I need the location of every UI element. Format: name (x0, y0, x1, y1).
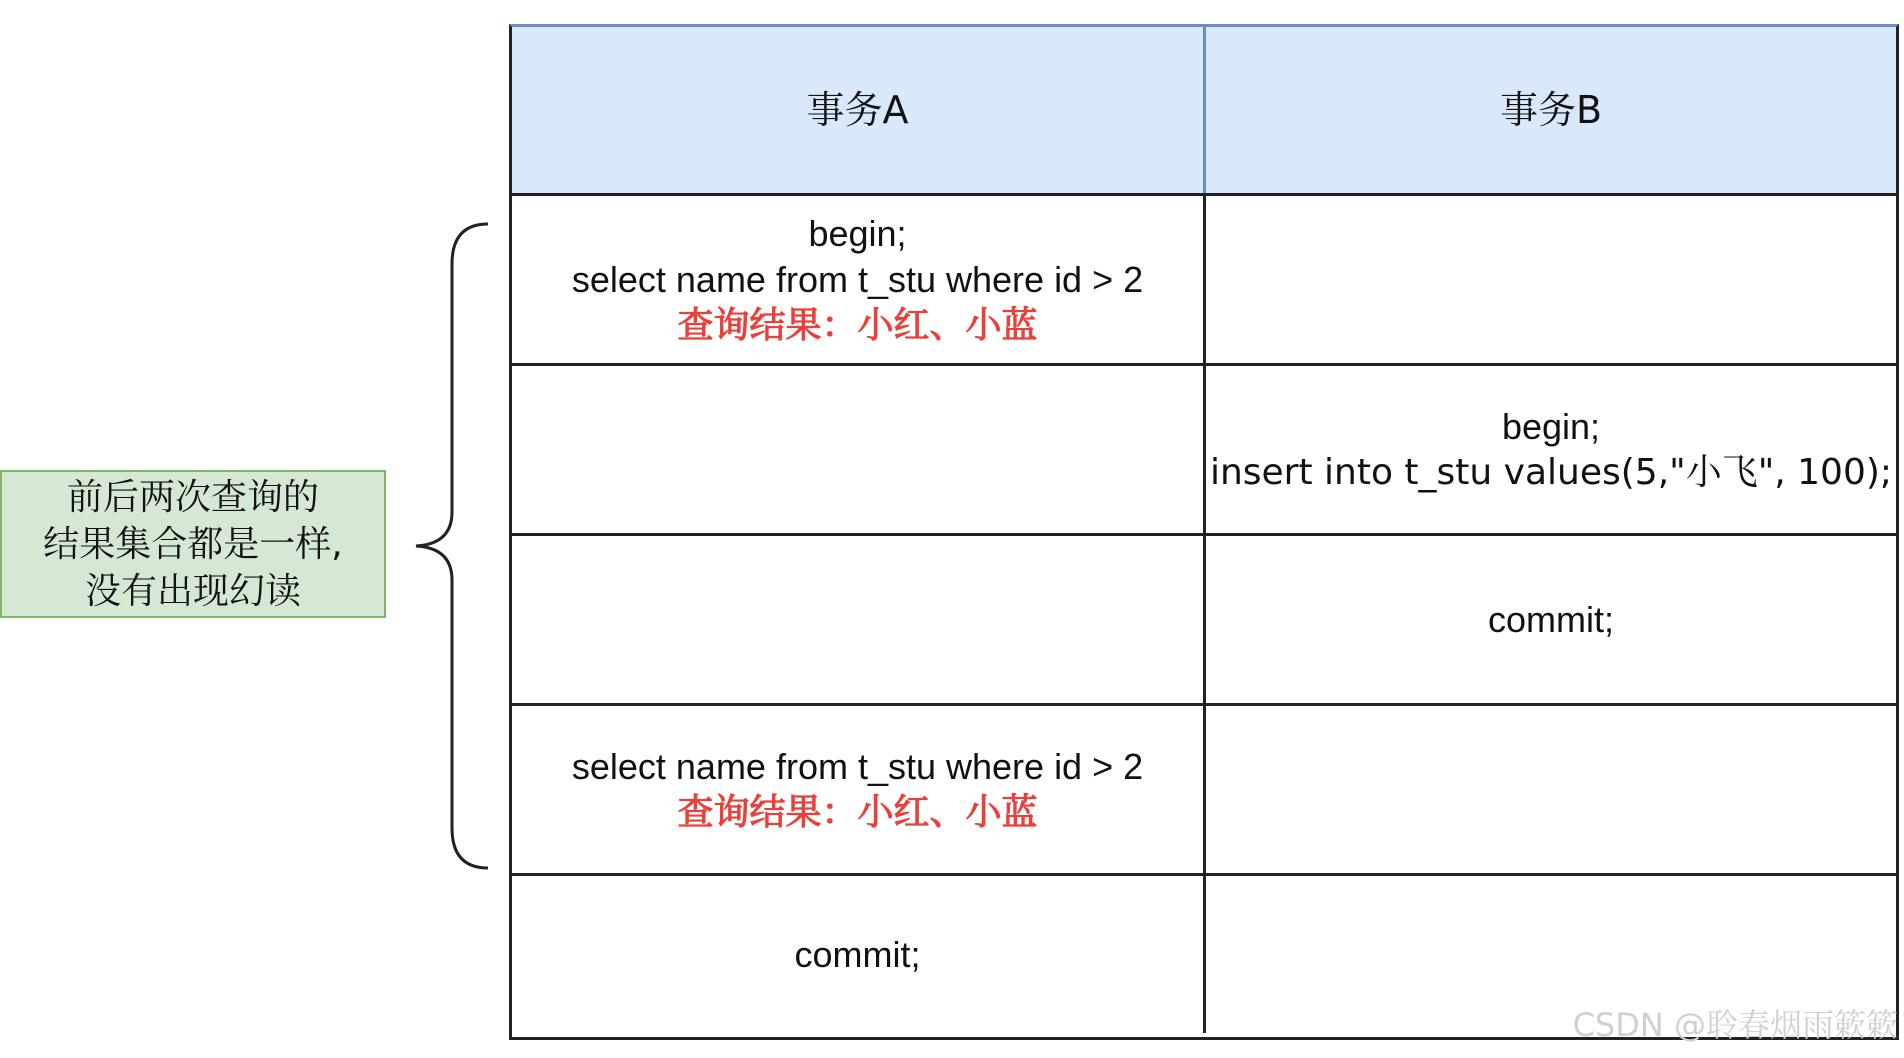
query-result: 查询结果：小红、小蓝 (677, 791, 1038, 833)
row3-transaction-b (1206, 533, 1896, 703)
code-line: select name from t_stu where id > 2 (571, 258, 1144, 300)
note-line-3: 没有出现幻读 (84, 570, 301, 612)
header-transaction-b (1206, 27, 1896, 193)
code-line: commit; (794, 933, 921, 975)
row3-transaction-a (512, 533, 1206, 703)
row2-transaction-a (512, 363, 1206, 533)
watermark: CSDN @聆春烟雨簌簌 (1572, 1006, 1898, 1044)
note-line-2: 结果集合都是一样, (43, 523, 343, 565)
note-line-1: 前后两次查询的 (66, 476, 319, 518)
code-line: begin; (808, 212, 907, 254)
row4-transaction-b (1206, 703, 1896, 873)
code-line: commit; (1488, 598, 1614, 640)
row5-transaction-a (512, 873, 1206, 1033)
header-b-label: 事务B (1499, 88, 1603, 132)
query-result: 查询结果：小红、小蓝 (677, 304, 1038, 346)
code-line: begin; (1501, 405, 1601, 447)
transaction-table (509, 24, 1899, 1040)
row1-transaction-b (1206, 193, 1896, 363)
code-line: select name from t_stu where id > 2 (571, 745, 1144, 787)
row2-transaction-b (1206, 363, 1896, 533)
row4-transaction-a (512, 703, 1206, 873)
brace-path (416, 224, 488, 868)
header-a-label: 事务A (806, 88, 909, 132)
code-line: insert into t_stu values(5,"小飞", 100); (1209, 451, 1893, 493)
row1-transaction-a (512, 193, 1206, 363)
header-transaction-a (512, 27, 1206, 193)
left-curly-brace (410, 220, 500, 872)
conclusion-note (0, 470, 386, 618)
